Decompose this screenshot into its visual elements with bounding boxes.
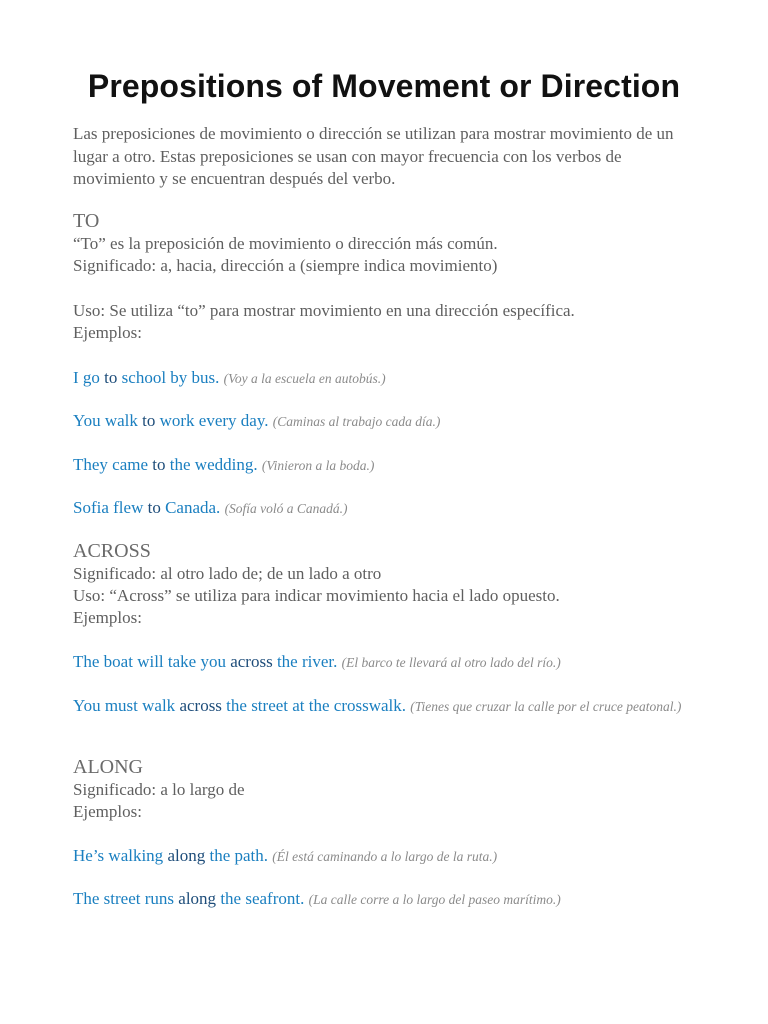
example-along-1 [73,846,713,866]
example-english: The boat will take you [73,652,231,671]
example-preposition: to [142,411,156,430]
section-heading-across: ACROSS [73,540,151,562]
example-english: He’s walking [73,846,168,865]
example-translation: (La calle corre a lo largo del paseo marítimo.) [308,892,561,907]
example-preposition: to [147,498,161,517]
example-translation: (Él está caminando a lo largo de la ruta.) [272,849,498,864]
section-across [73,539,713,629]
example-translation: (Sofía voló a Canadá.) [224,501,348,516]
example-preposition: across [230,652,273,671]
example-english: The street runs [73,889,179,908]
example-english: the wedding. [165,455,258,474]
example-english: the river. [272,652,338,671]
example-to-2 [73,411,713,431]
example-to-3 [73,455,713,475]
section-along [73,755,713,823]
along-examples-label: Ejemplos: [73,802,142,821]
section-heading-to: TO [73,210,100,232]
example-to-4 [73,498,713,518]
example-english: work every day. [155,411,269,430]
example-english: You must walk [73,696,180,715]
page-title: Prepositions of Movement or Direction [87,68,681,104]
across-examples-label: Ejemplos: [73,608,142,627]
example-english: Sofia flew [73,498,148,517]
example-translation: (Voy a la escuela en autobús.) [223,371,386,386]
example-across-1 [73,652,713,672]
example-english: They came [73,455,153,474]
example-across-2 [73,696,683,716]
example-english: You walk [73,411,143,430]
example-preposition: along [178,889,217,908]
to-definition-line: “To” es la preposición de movimiento o dirección más común. [73,234,498,253]
example-translation: (Caminas al trabajo cada día.) [272,414,441,429]
section-to [73,209,713,277]
example-english: Canada. [160,498,221,517]
section-to-usage [73,300,713,344]
example-english: the seafront. [216,889,305,908]
along-meaning-line: Significado: a lo largo de [73,780,245,799]
example-translation: (Tienes que cruzar la calle por el cruce peatonal.) [410,699,682,714]
across-meaning-line: Significado: al otro lado de; de un lado a otro [73,564,382,583]
example-translation: (El barco te llevará al otro lado del río.) [341,655,561,670]
example-english: the path. [205,846,269,865]
example-along-2 [73,889,713,909]
to-usage-line: Uso: Se utiliza “to” para mostrar movimiento en una dirección específica. [73,301,575,320]
to-examples-label: Ejemplos: [73,323,142,342]
example-to-1 [73,368,713,388]
intro-paragraph: Las preposiciones de movimiento o dirección se utilizan para mostrar movimiento de un lugar a otro. Estas preposiciones se usan con mayor frecuencia con los verbos de movimiento y se encuentran después del verbo. [73,124,674,188]
across-usage-line: Uso: “Across” se utiliza para indicar movimiento hacia el lado opuesto. [73,586,560,605]
example-english: the street at the crosswalk. [221,696,407,715]
example-preposition: across [179,696,222,715]
example-english: school by bus. [117,368,220,387]
to-meaning-line: Significado: a, hacia, dirección a (siempre indica movimiento) [73,256,498,275]
example-preposition: to [152,455,166,474]
section-heading-along: ALONG [73,756,143,778]
example-translation: (Vinieron a la boda.) [261,458,375,473]
example-english: I go [73,368,105,387]
example-preposition: to [104,368,118,387]
example-preposition: along [167,846,206,865]
